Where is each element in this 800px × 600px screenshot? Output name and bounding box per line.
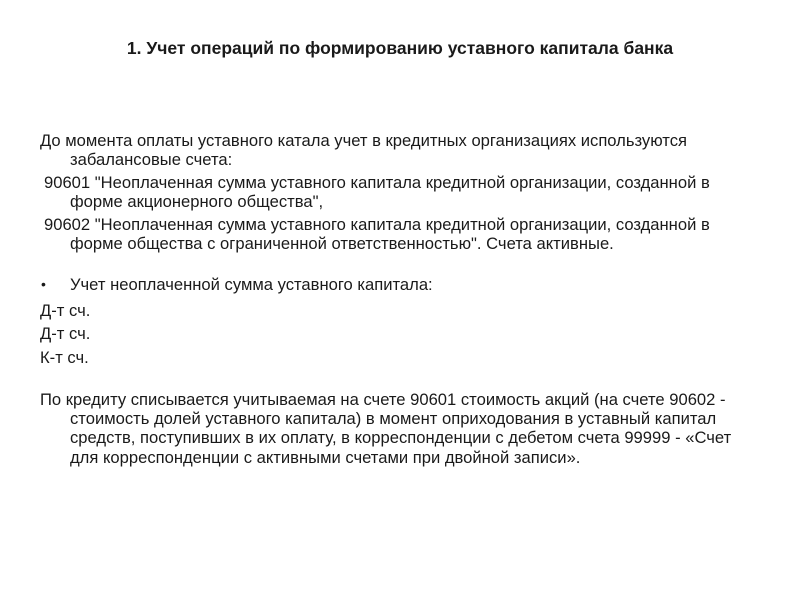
closing-paragraph: По кредиту списывается учитываемая на счете 90601 стоимость акций (на счете 90602 - стоимость долей уставного капитала) в момент оприходования в уставный капитал средств, поступивших в их оплату, в корреспонденции с дебетом счета 99999 - «Счет для корреспонденции с активными счетами при двойной записи». [40,389,732,467]
bullet-item [40,275,760,294]
entry-debit-2: Д-т сч. [40,324,91,344]
account-90601-paragraph: 90601 "Неоплаченная сумма уставного капитала кредитной организации, созданной в форме акционерного общества", [44,172,710,212]
entry-credit: К-т сч. [40,348,89,368]
intro-paragraph: До момента оплаты уставного катала учет в кредитных организациях используются забалансовые счета: [40,131,687,170]
bullet-icon: • [41,276,46,293]
slide-title: 1. Учет операций по формированию уставного капитала банка [126,38,674,58]
bullet-text: Учет неоплаченной сумма уставного капитала: [70,275,433,295]
slide-body [40,131,760,467]
entry-debit-1: Д-т сч. [40,300,91,320]
account-90602-paragraph: 90602 "Неоплаченная сумма уставного капитала кредитной организации, созданной в форме общества с ограниченной ответственностью". Счета активные. [44,214,710,254]
